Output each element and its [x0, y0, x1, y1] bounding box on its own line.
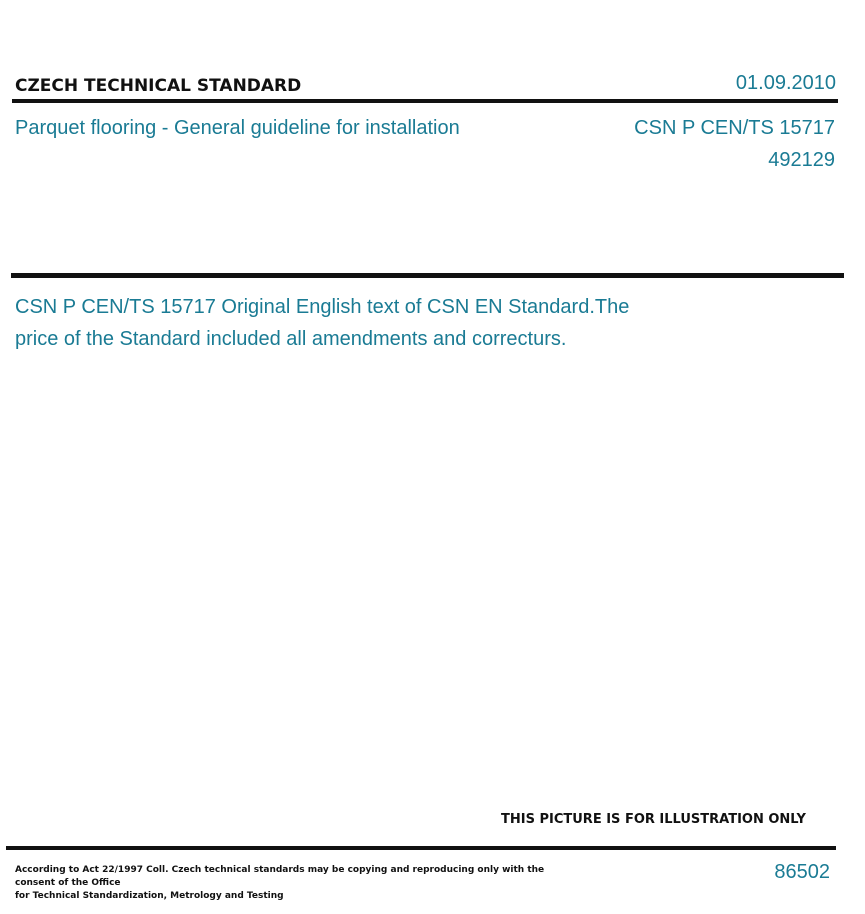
- publication-date: 01.09.2010: [735, 72, 836, 94]
- standard-description: [15, 291, 715, 355]
- catalog-number: 86502: [774, 861, 830, 883]
- description-line-1: CSN P CEN/TS 15717 Original English text of CSN EN Standard.The: [15, 296, 630, 318]
- legal-notice-line-1: According to Act 22/1997 Coll. Czech technical standards may be copying and reproducing only with the consent of the Office: [15, 865, 545, 888]
- section-divider: [11, 273, 844, 278]
- class-number: 492129: [768, 149, 835, 171]
- header-divider: [12, 99, 838, 103]
- document-heading: CZECH TECHNICAL STANDARD: [15, 76, 302, 96]
- description-line-2: price of the Standard included all amendments and correcturs.: [15, 328, 567, 350]
- legal-notice-line-2: for Technical Standardization, Metrology and Testing: [15, 891, 284, 901]
- standard-code: CSN P CEN/TS 15717: [634, 117, 835, 139]
- footer-divider: [6, 846, 836, 850]
- legal-notice: [15, 864, 585, 903]
- standard-title: Parquet flooring - General guideline for installation: [15, 117, 460, 139]
- illustration-notice: THIS PICTURE IS FOR ILLUSTRATION ONLY: [501, 812, 806, 827]
